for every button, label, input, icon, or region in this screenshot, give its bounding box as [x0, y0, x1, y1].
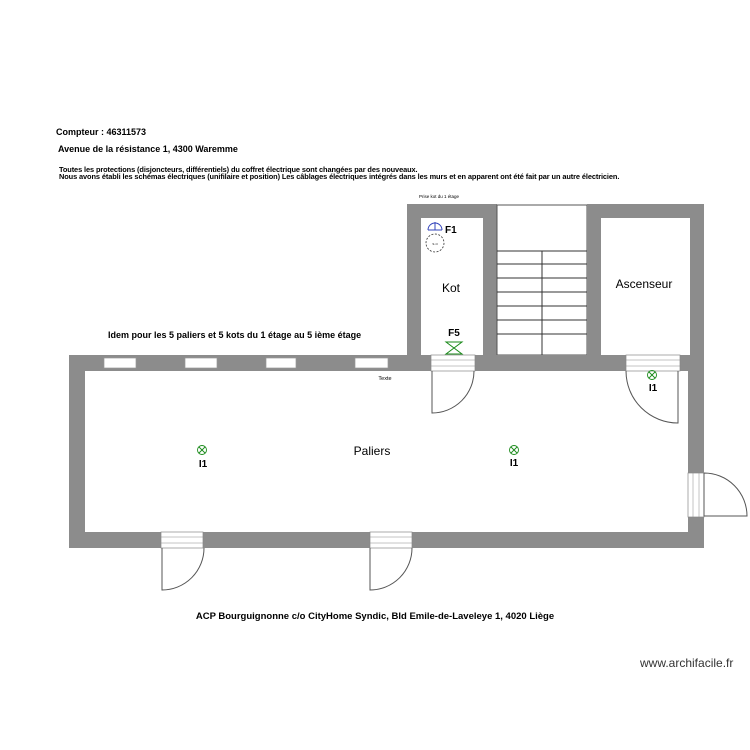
socket-note: Prise kot du 1 étage [419, 194, 460, 199]
ceiling-light-left-icon [198, 446, 207, 455]
bottom-middle-door [370, 532, 412, 590]
kot-door [431, 355, 475, 413]
bottom-left-door [161, 532, 204, 590]
texte-label: Texte [378, 376, 392, 382]
f1-label: F1 [445, 225, 457, 236]
watermark: www.archifacile.fr [640, 656, 734, 670]
note-line-2: Nous avons établi les schémas électriques (unifilaire et position) Les câblages électriques intégrés dans les murs et en apparent ont été fait par un autre électricien. [59, 172, 620, 181]
room-label-ascenseur: Ascenseur [615, 277, 673, 291]
f5-label: F5 [448, 328, 460, 339]
repeat-floors-note: Idem pour les 5 paliers et 5 kots du 1 étage au 5 ième étage [108, 330, 362, 340]
junction-box-icon [426, 234, 444, 252]
room-label-paliers: Paliers [353, 444, 391, 458]
i1-elevator-label: I1 [648, 383, 658, 394]
socket-icon [428, 222, 442, 230]
staircase [497, 251, 587, 355]
building-address: Avenue de la résistance 1, 4300 Waremme [58, 144, 238, 154]
meter-number: Compteur : 46311573 [56, 127, 147, 137]
right-exterior-door [688, 473, 747, 517]
room-label-kot: Kot [441, 281, 461, 295]
svg-text:s.o: s.o [432, 241, 438, 246]
owner-caption: ACP Bourguignonne c/o CityHome Syndic, Bld Emile-de-Laveleye 1, 4020 Liège [195, 611, 555, 622]
ceiling-light-right-icon [510, 446, 519, 455]
i1-right-label: I1 [509, 458, 519, 469]
elevator-light-icon [648, 371, 657, 380]
i1-left-label: I1 [198, 459, 208, 470]
note-line-1: Toutes les protections (disjoncteurs, différentiels) du coffret électrique sont changées par des nouveaux. [59, 165, 418, 174]
light-fixture-icon [446, 342, 462, 354]
